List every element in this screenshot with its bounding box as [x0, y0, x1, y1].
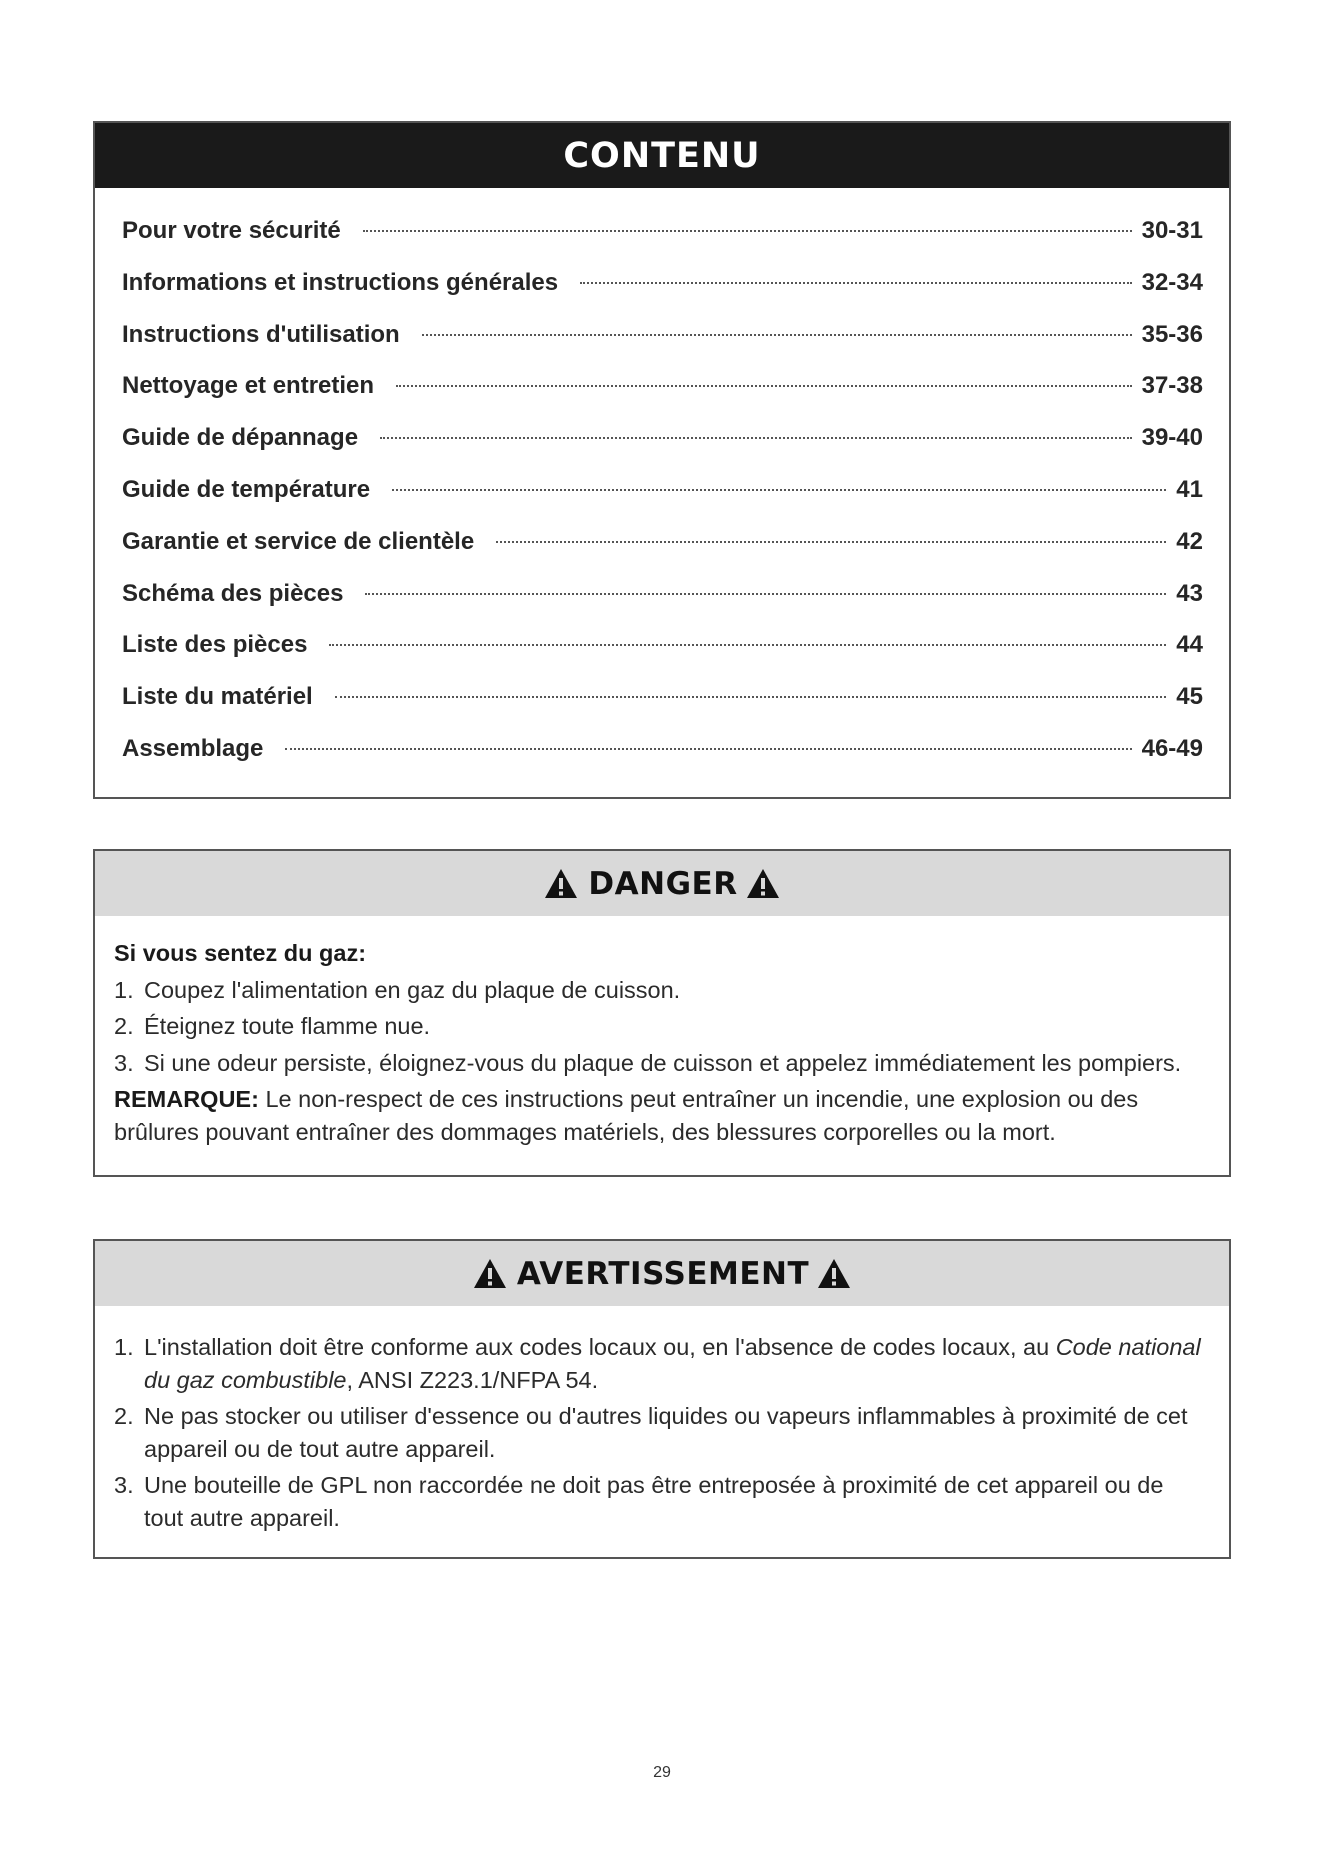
toc-item-title: Liste du matériel	[122, 683, 313, 711]
toc-item-pages: 30-31	[1141, 217, 1203, 244]
step-number: 1.	[114, 976, 134, 1003]
dot-leader	[396, 385, 1132, 387]
toc-item[interactable]	[122, 424, 1203, 476]
toc-item-pages: 44	[1176, 631, 1203, 659]
toc-item-title: Schéma des pièces	[122, 579, 344, 607]
toc-item[interactable]	[122, 269, 1203, 321]
toc-item[interactable]	[122, 321, 1203, 373]
toc-item[interactable]	[122, 735, 1203, 787]
dot-leader	[329, 644, 1166, 646]
dot-leader	[422, 334, 1132, 336]
toc-title: CONTENU	[95, 123, 1229, 188]
toc-item[interactable]	[122, 217, 1203, 269]
toc-item-pages: 35-36	[1141, 320, 1203, 348]
step-text-after: , ANSI Z223.1/NFPA 54.	[346, 1366, 599, 1393]
toc-item-title: Assemblage	[122, 734, 264, 762]
toc-item[interactable]	[122, 372, 1203, 424]
list-item	[114, 974, 1207, 1007]
toc-item[interactable]	[122, 683, 1203, 735]
toc-item-title: Informations et instructions générales	[122, 268, 559, 296]
toc-item-title: Instructions d'utilisation	[122, 320, 400, 348]
step-number: 3.	[114, 1472, 134, 1498]
dot-leader	[580, 282, 1132, 284]
warning-box	[93, 1239, 1231, 1559]
danger-note	[114, 1083, 1207, 1148]
step-text	[144, 1331, 1207, 1396]
step-text: Ne pas stocker ou utiliser d'essence ou d'autres liquides ou vapeurs inflammables à proximité de cet appareil ou de tout autre appareil.	[144, 1403, 1188, 1462]
warning-body	[95, 1306, 1229, 1534]
table-of-contents	[93, 121, 1231, 799]
dot-leader	[285, 748, 1131, 750]
dot-leader	[380, 437, 1132, 439]
toc-item-pages: 37-38	[1141, 372, 1203, 400]
toc-item-pages: 43	[1176, 579, 1203, 607]
step-text: Éteignez toute flamme nue.	[144, 1013, 431, 1039]
note-label: REMARQUE:	[114, 1086, 259, 1112]
warning-header	[95, 1241, 1229, 1306]
toc-item-pages: 41	[1176, 475, 1203, 503]
toc-item-pages: 39-40	[1141, 424, 1203, 452]
toc-item-title: Nettoyage et entretien	[122, 372, 375, 400]
step-number: 3.	[114, 1049, 134, 1076]
list-item	[114, 1331, 1207, 1396]
danger-body	[95, 916, 1229, 1148]
toc-item-pages: 42	[1176, 527, 1203, 555]
step-text: Coupez l'alimentation en gaz du plaque de cuisson.	[144, 976, 681, 1003]
toc-item-title: Guide de dépannage	[122, 424, 359, 452]
danger-box	[93, 849, 1231, 1177]
dot-leader	[496, 541, 1166, 543]
warning-triangle-icon	[817, 1258, 851, 1289]
step-number: 1.	[114, 1334, 134, 1360]
toc-item[interactable]	[122, 528, 1203, 580]
dot-leader	[392, 489, 1166, 491]
step-number: 2.	[114, 1403, 134, 1429]
toc-item[interactable]	[122, 580, 1203, 632]
toc-item-title: Pour votre sécurité	[122, 217, 341, 244]
danger-lead: Si vous sentez du gaz:	[114, 940, 367, 966]
page-number: 29	[653, 1764, 671, 1781]
danger-header	[95, 851, 1229, 916]
warning-triangle-icon	[473, 1258, 507, 1289]
warning-title: AVERTISSEMENT	[516, 1255, 810, 1292]
dot-leader	[365, 593, 1166, 595]
toc-item[interactable]	[122, 476, 1203, 528]
dot-leader	[363, 230, 1132, 232]
note-text: Le non-respect de ces instructions peut entraîner un incendie, une explosion ou des brûlures pouvant entraîner des dommages matériels, des blessures corporelles ou la mort.	[114, 1086, 1139, 1145]
toc-item-pages: 45	[1176, 683, 1203, 711]
toc-item[interactable]	[122, 631, 1203, 683]
toc-item-pages: 46-49	[1141, 734, 1203, 762]
toc-list	[122, 217, 1203, 787]
step-text: Une bouteille de GPL non raccordée ne doit pas être entreposée à proximité de cet appareil ou de tout autre appareil.	[144, 1472, 1164, 1531]
list-item	[114, 1010, 1207, 1043]
list-item	[114, 1469, 1207, 1534]
toc-item-title: Guide de température	[122, 475, 371, 503]
warning-steps	[114, 1331, 1207, 1534]
code-reference: Code national du gaz combustible	[144, 1334, 1201, 1393]
list-item	[114, 1400, 1207, 1465]
warning-triangle-icon	[746, 868, 780, 899]
danger-title: DANGER	[588, 865, 738, 902]
list-item	[114, 1047, 1207, 1080]
warning-triangle-icon	[544, 868, 578, 899]
danger-steps	[114, 974, 1207, 1080]
dot-leader	[335, 696, 1167, 698]
toc-item-title: Liste des pièces	[122, 631, 308, 659]
step-number: 2.	[114, 1013, 134, 1039]
step-text-before: L'installation doit être conforme aux codes locaux ou, en l'absence de codes locaux, au	[144, 1334, 1056, 1360]
toc-item-pages: 32-34	[1141, 268, 1203, 296]
toc-item-title: Garantie et service de clientèle	[122, 527, 475, 555]
step-text: Si une odeur persiste, éloignez-vous du plaque de cuisson et appelez immédiatement les pompiers.	[144, 1049, 1182, 1076]
